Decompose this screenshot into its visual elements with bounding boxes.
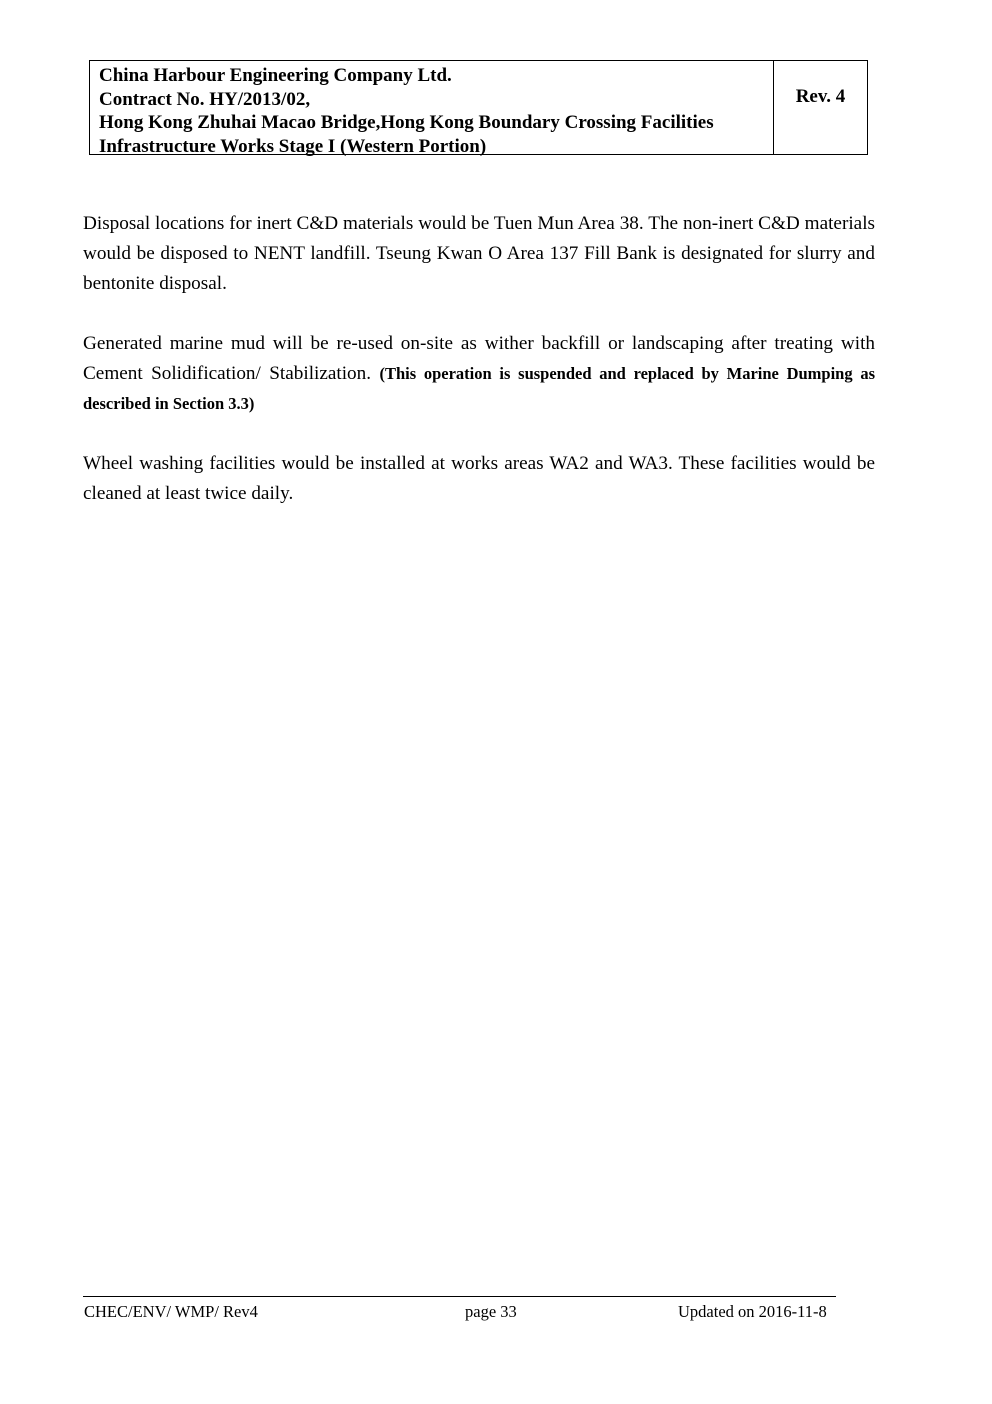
paragraph-wheel-washing	[83, 449, 875, 509]
paragraph-2-text: Generated marine mud will be re-used on-site as wither backfill or landscaping after treating with Cement Solidification/ Stabilization.	[83, 333, 875, 384]
revision-label: Rev. 4	[795, 86, 846, 107]
paragraph-marine-mud	[83, 329, 875, 419]
header-revision	[774, 61, 867, 154]
footer-divider	[83, 1296, 836, 1297]
paragraph-3-text: Wheel washing facilities would be installed at works areas WA2 and WA3. These facilities would be cleaned at least twice daily.	[83, 453, 875, 504]
header-company: China Harbour Engineering Company Ltd.	[99, 65, 452, 86]
header-stage: Infrastructure Works Stage I (Western Portion)	[99, 135, 487, 157]
header-contract: Contract No. HY/2013/02,	[99, 88, 311, 110]
header-project: Hong Kong Zhuhai Macao Bridge,Hong Kong Boundary Crossing Facilities	[99, 112, 714, 133]
paragraph-1-text: Disposal locations for inert C&D materials would be Tuen Mun Area 38. The non-inert C&D materials would be disposed to NENT landfill. Tseung Kwan O Area 137 Fill Bank is designated for slurry and bentonite disposal.	[83, 213, 875, 294]
footer-doc-ref: CHEC/ENV/ WMP/ Rev4	[84, 1302, 258, 1321]
paragraph-2-note: (This operation is suspended and replaced by Marine Dumping as described in Section 3.3)	[83, 364, 876, 413]
header-title-block	[90, 61, 774, 157]
footer-page-number: page 33	[465, 1302, 517, 1321]
paragraph-disposal-locations	[83, 209, 875, 299]
footer-updated-date: Updated on 2016-11-8	[678, 1302, 827, 1321]
document-body	[83, 209, 875, 539]
document-header	[89, 60, 868, 155]
